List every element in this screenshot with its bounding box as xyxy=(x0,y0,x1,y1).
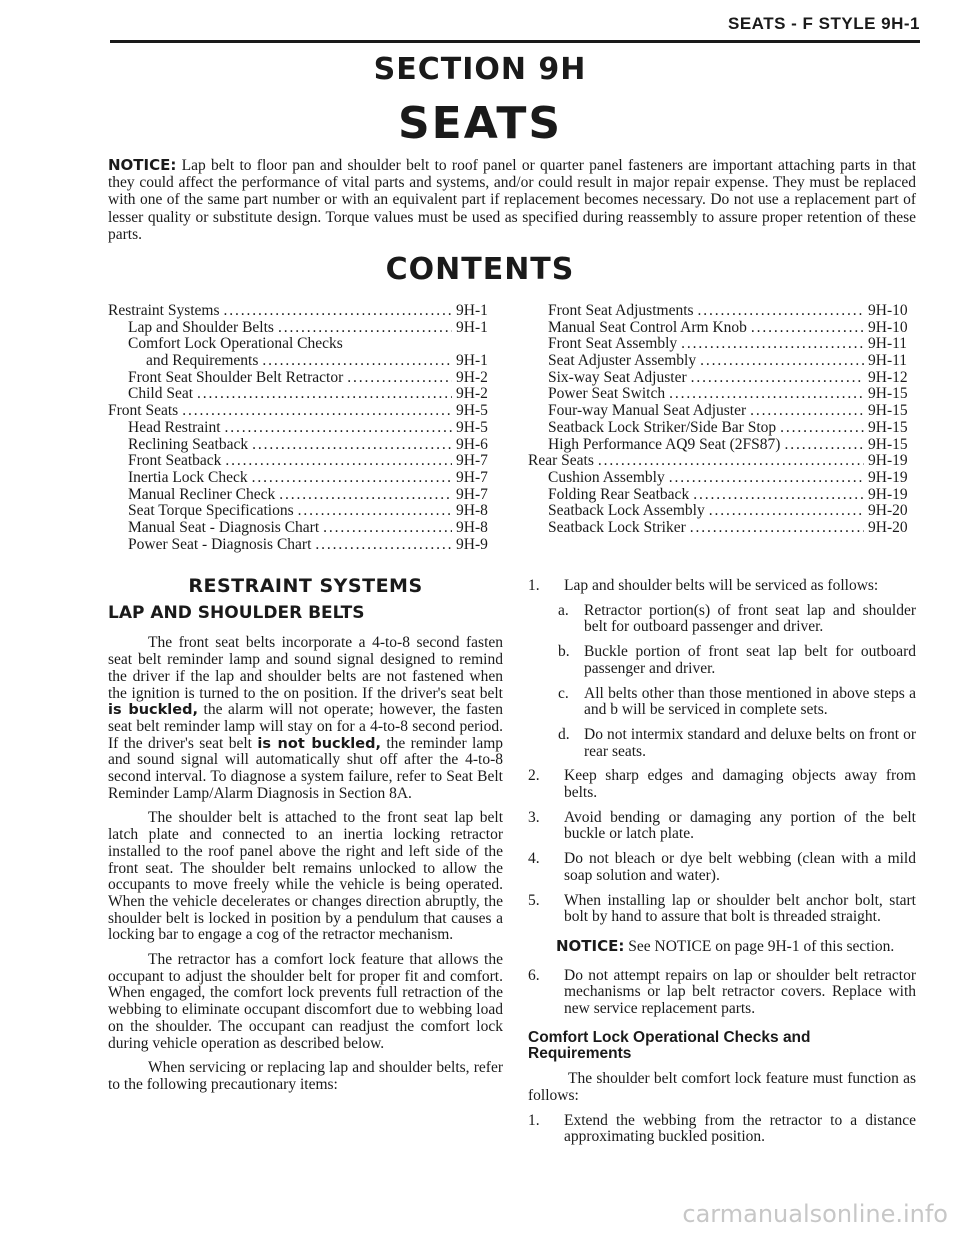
toc-entry-label: Comfort Lock Operational Checks xyxy=(128,335,343,353)
toc-leader-dots xyxy=(197,385,452,403)
toc-entry-label: Front Seat Adjustments xyxy=(548,302,694,319)
comfort-lock-heading: Comfort Lock Operational Checks and Requirements xyxy=(528,1028,811,1063)
list-text: Buckle portion of front seat lap belt for outboard passenger and driver. xyxy=(584,643,916,677)
toc-entry-page: 9H-7 xyxy=(456,485,488,503)
toc-entry xyxy=(108,486,504,503)
list-letter: a. xyxy=(558,601,569,619)
toc-entry-page: 9H-8 xyxy=(456,502,488,520)
notice-text: See NOTICE on page 9H-1 of this section. xyxy=(628,937,895,955)
paragraph-text: the alarm will not operate; however, the fasten seat belt reminder lamp will stay on for a 4-to-8 second period. If the driver's seat belt xyxy=(108,701,504,752)
toc-entry-page: 9H-12 xyxy=(868,368,908,386)
toc-entry-page: 9H-2 xyxy=(456,385,488,403)
toc-entry-label: Front Seat Shoulder Belt Retractor xyxy=(128,368,344,386)
toc-entry xyxy=(108,335,504,352)
toc-leader-dots xyxy=(750,402,864,420)
toc-entry xyxy=(528,369,916,386)
toc-entry-page: 9H-20 xyxy=(868,502,908,520)
toc-entry-page: 9H-1 xyxy=(456,318,488,336)
toc-entry xyxy=(528,519,916,536)
header-rule xyxy=(110,40,920,43)
toc-entry-label: Lap and Shoulder Belts xyxy=(128,318,274,336)
toc-entry xyxy=(108,385,504,402)
toc-entry-label: Rear Seats xyxy=(528,452,594,470)
toc-entry-page: 9H-10 xyxy=(868,318,908,336)
toc-entry xyxy=(108,536,504,553)
paragraph: The retractor has a comfort lock feature that allows the occupant to adjust the shoulder belt for proper fit and comfort. When engaged, the comfort lock prevents full retraction of the webbing to eliminate occupant discomfort due to webbing load on the shoulder. The occupant can readjust the comfort lock during vehicle operation as described below. xyxy=(108,951,503,1052)
toc-entry-label: Manual Seat Control Arm Knob xyxy=(548,318,747,336)
toc-entry-page: 9H-7 xyxy=(456,468,488,486)
toc-entry-page: 9H-19 xyxy=(868,468,908,486)
toc-entry-label: Head Restraint xyxy=(128,418,221,436)
toc-entry-label: High Performance AQ9 Seat (2FS87) xyxy=(548,435,781,453)
left-text-column xyxy=(108,575,504,1102)
toc-entry-label: Seatback Lock Striker/Side Bar Stop xyxy=(548,418,777,436)
toc-entry-label: Restraint Systems xyxy=(108,302,220,319)
toc-leader-dots xyxy=(780,419,864,437)
sub-list-item xyxy=(528,727,916,760)
toc-leader-dots xyxy=(691,369,864,387)
toc-entry-page: 9H-15 xyxy=(868,385,908,403)
toc-entry-label: Reclining Seatback xyxy=(128,435,249,453)
toc-entry-label: Manual Recliner Check xyxy=(128,485,276,503)
toc-entry-page: 9H-1 xyxy=(456,302,488,319)
toc-leader-dots xyxy=(751,319,864,337)
list-text: Retractor portion(s) of front seat lap and shoulder belt for outboard passenger and driver. xyxy=(584,601,916,636)
list-text: Avoid bending or damaging any portion of the belt buckle or latch plate. xyxy=(564,808,916,843)
toc-entry xyxy=(108,502,504,519)
toc-entry xyxy=(528,335,916,352)
toc-entry xyxy=(108,402,504,419)
toc-entry xyxy=(108,369,504,386)
toc-entry xyxy=(108,469,504,486)
toc-entry-label: Front Seat Assembly xyxy=(548,335,678,353)
right-text-column xyxy=(528,578,916,1154)
sub-list-item xyxy=(528,644,916,677)
toc-entry-page: 9H-8 xyxy=(456,518,488,536)
toc-entry-page: 9H-6 xyxy=(456,435,488,453)
list-text: When installing lap or shoulder belt anchor bolt, start bolt by hand to assure that bolt is threaded straight. xyxy=(564,891,916,926)
toc-leader-dots xyxy=(262,352,452,370)
list-number: 2. xyxy=(528,767,540,785)
list-text: Keep sharp edges and damaging objects away from belts. xyxy=(564,767,916,802)
lap-shoulder-belts-heading: LAP AND SHOULDER BELTS xyxy=(108,602,365,623)
toc-leader-dots xyxy=(225,419,452,437)
toc-leader-dots xyxy=(182,402,452,420)
list-text: Extend the webbing from the retractor to a distance approximating buckled position. xyxy=(564,1111,916,1146)
toc-entry xyxy=(528,436,916,453)
toc-leader-dots xyxy=(278,319,452,337)
paragraph-text: the reminder lamp and sound signal will automatically shut off after the 4-to-8 second interval. To diagnose a system failure, refer to Seat Belt Reminder Lamp/Alarm Diagnosis in Section 8A. xyxy=(108,734,504,802)
toc-entry xyxy=(528,469,916,486)
toc-entry xyxy=(528,402,916,419)
toc-leader-dots xyxy=(709,502,864,520)
notice-text: Lap belt to floor pan and shoulder belt to roof panel or quarter panel fasteners are important attaching parts in that they could affect the performance of vital parts and systems, and/or could result in major repair expense. They must be replaced with one of the same part number or with an equivalent part if replacement becomes necessary. Do not use a replacement part of lesser quality or substitute design. Torque values must be used as specified during reassembly to assure proper retention of these parts. xyxy=(108,157,917,243)
paragraph: The shoulder belt comfort lock feature must function as follows: xyxy=(528,1070,916,1104)
toc-entry-label: Seat Adjuster Assembly xyxy=(548,352,697,370)
toc-entry-label: Folding Rear Seatback xyxy=(548,485,690,503)
toc-leader-dots xyxy=(693,486,864,504)
list-number: 1. xyxy=(528,1111,540,1129)
toc-entry xyxy=(108,452,504,469)
toc-entry xyxy=(528,502,916,519)
list-number: 6. xyxy=(528,966,540,984)
toc-entry-label: Seat Torque Specifications xyxy=(128,502,294,520)
toc-entry-page: 9H-19 xyxy=(868,452,908,470)
paragraph-text: The front seat belts incorporate a 4-to-8 second fasten seat belt reminder lamp and sound signal designed to remind the driver if the lap and shoulder belts are not fastened when the ignition is turned to the on position. If the driver's seat belt xyxy=(108,634,503,702)
toc-leader-dots xyxy=(279,486,452,504)
list-text: Do not attempt repairs on lap or shoulder belt retractor mechanisms or lap belt retractor covers. Replace with new service replacement parts. xyxy=(564,966,916,1018)
toc-entry-page: 9H-20 xyxy=(868,518,908,536)
toc-leader-dots xyxy=(323,519,452,537)
paragraph xyxy=(108,635,503,802)
list-text: Do not intermix standard and deluxe belts on front or rear seats. xyxy=(584,725,916,760)
toc-leader-dots xyxy=(224,302,452,320)
emphasis-text: is buckled, xyxy=(108,702,198,719)
toc-leader-dots xyxy=(252,469,452,487)
list-item xyxy=(528,768,916,801)
toc-entry-label: Front Seats xyxy=(108,402,179,420)
toc-entry-label: and Requirements xyxy=(146,352,259,370)
notice-callout xyxy=(556,938,916,956)
notice-label: NOTICE: xyxy=(108,156,177,174)
toc-leader-dots xyxy=(700,352,864,370)
toc-entry-label: Cushion Assembly xyxy=(548,468,665,486)
toc-entry-label: Six-way Seat Adjuster xyxy=(548,368,687,386)
toc-leader-dots xyxy=(690,519,864,537)
toc-leader-dots xyxy=(252,436,452,454)
toc-leader-dots xyxy=(298,502,452,520)
toc-leader-dots xyxy=(347,369,452,387)
toc-entry xyxy=(528,486,916,503)
toc-entry xyxy=(108,302,504,319)
toc-entry-label: Seatback Lock Striker xyxy=(548,518,686,536)
toc-entry-label: Child Seat xyxy=(128,385,194,403)
list-number: 4. xyxy=(528,850,540,868)
toc-entry xyxy=(528,352,916,369)
toc-right-column xyxy=(528,302,916,536)
list-item xyxy=(528,810,916,843)
list-letter: d. xyxy=(558,725,570,743)
paragraph: The shoulder belt is attached to the front seat lap belt latch plate and connected to an inertia locking retractor installed to the roof panel above the right and left side of the front seat. The shoulder belt remains unlocked to allow the occupants to move freely while the vehicle is being operated. When the vehicle decelerates or changes direction abruptly, the shoulder belt is locked in position by a pendulum that causes a locking bar to engage a cog of the retractor mechanism. xyxy=(108,809,503,944)
toc-entry-label: Inertia Lock Check xyxy=(128,468,248,486)
toc-entry-page: 9H-10 xyxy=(868,302,908,319)
list-item xyxy=(528,1113,916,1146)
toc-entry-page: 9H-7 xyxy=(456,452,488,470)
list-text: Do not bleach or dye belt webbing (clean with a mild soap solution and water). xyxy=(564,850,916,884)
list-text: All belts other than those mentioned in above steps a and b will be serviced in complete sets. xyxy=(584,684,916,719)
sub-list-item xyxy=(528,603,916,636)
page-title: SEATS xyxy=(397,98,563,149)
toc-entry-page: 9H-9 xyxy=(456,535,488,553)
sub-list-item xyxy=(528,686,916,719)
toc-entry-page: 9H-15 xyxy=(868,402,908,420)
toc-entry-page: 9H-5 xyxy=(456,402,488,420)
list-item xyxy=(528,893,916,926)
list-number: 3. xyxy=(528,808,540,826)
toc-entry-page: 9H-19 xyxy=(868,485,908,503)
toc-entry-page: 9H-2 xyxy=(456,368,488,386)
toc-entry-page: 9H-1 xyxy=(456,352,488,370)
toc-leader-dots xyxy=(225,452,452,470)
toc-entry xyxy=(528,302,916,319)
toc-entry xyxy=(108,319,504,336)
list-text: Lap and shoulder belts will be serviced as follows: xyxy=(564,577,879,594)
toc-entry xyxy=(108,419,504,436)
toc-entry-label: Seatback Lock Assembly xyxy=(548,502,705,520)
contents-title: CONTENTS xyxy=(385,252,575,287)
toc-entry-label: Manual Seat - Diagnosis Chart xyxy=(128,518,320,536)
list-item xyxy=(528,578,916,595)
list-item xyxy=(528,968,916,1018)
notice-paragraph xyxy=(108,157,916,243)
list-number: 1. xyxy=(528,577,540,594)
section-label: SECTION 9H xyxy=(373,52,587,87)
toc-entry-label: Power Seat Switch xyxy=(548,385,666,403)
toc-entry xyxy=(528,419,916,436)
toc-leader-dots xyxy=(315,536,452,554)
notice-label: NOTICE: xyxy=(556,936,625,955)
toc-entry-label: Four-way Manual Seat Adjuster xyxy=(548,402,747,420)
paragraph: When servicing or replacing lap and shoulder belts, refer to the following precautionary items: xyxy=(108,1059,503,1093)
toc-entry xyxy=(528,319,916,336)
toc-left-column xyxy=(108,302,504,552)
toc-entry-label: Power Seat - Diagnosis Chart xyxy=(128,535,312,553)
toc-leader-dots xyxy=(669,469,864,487)
watermark-text: carmanualsonline.info xyxy=(682,1200,948,1228)
toc-entry-page: 9H-15 xyxy=(868,435,908,453)
running-header: SEATS - F STYLE 9H-1 xyxy=(728,14,920,33)
toc-entry-page: 9H-11 xyxy=(868,352,908,370)
toc-entry-page: 9H-15 xyxy=(868,418,908,436)
list-letter: c. xyxy=(558,684,569,702)
list-number: 5. xyxy=(528,891,540,909)
list-letter: b. xyxy=(558,643,570,661)
toc-leader-dots xyxy=(698,302,864,320)
toc-leader-dots xyxy=(598,452,864,470)
toc-leader-dots xyxy=(669,385,864,403)
toc-entry xyxy=(528,452,916,469)
toc-entry-page: 9H-11 xyxy=(868,335,908,353)
list-item xyxy=(528,851,916,884)
emphasis-text: is not buckled, xyxy=(257,735,381,752)
restraint-systems-heading: RESTRAINT SYSTEMS xyxy=(188,575,423,597)
toc-leader-dots xyxy=(784,436,864,454)
toc-entry-label: Front Seatback xyxy=(128,452,222,470)
toc-entry xyxy=(108,352,504,369)
toc-leader-dots xyxy=(681,335,864,353)
toc-entry-page: 9H-5 xyxy=(456,418,488,436)
toc-entry xyxy=(108,519,504,536)
toc-entry xyxy=(528,385,916,402)
toc-entry xyxy=(108,436,504,453)
